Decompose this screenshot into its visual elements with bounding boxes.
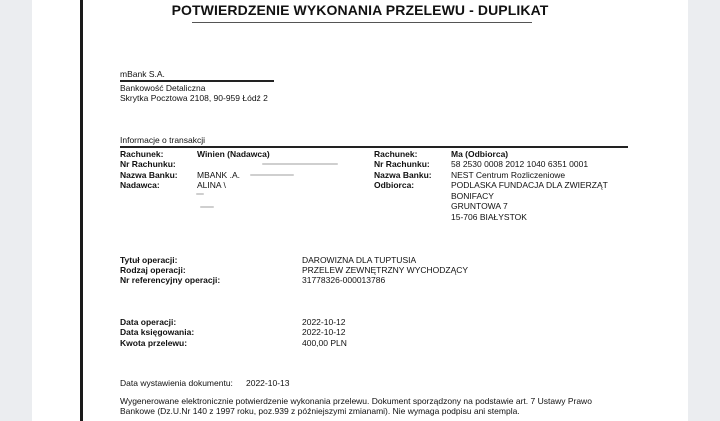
operation-date-label: Data operacji: bbox=[120, 317, 177, 327]
transfer-amount: 400,00 PLN bbox=[302, 338, 347, 348]
bank-department: Bankowość Detaliczna bbox=[120, 83, 206, 93]
issue-date: 2022-10-13 bbox=[246, 378, 290, 388]
redacted-address bbox=[200, 206, 214, 208]
bank-rule bbox=[120, 80, 274, 82]
redacted-bank-text bbox=[250, 174, 294, 176]
bank-name: mBank S.A. bbox=[120, 69, 165, 79]
title-underline bbox=[192, 22, 532, 23]
recipient-account-type-label: Rachunek: bbox=[374, 149, 418, 159]
document-sheet bbox=[32, 0, 688, 421]
recipient-name-label: Odbiorca: bbox=[374, 180, 415, 190]
recipient-street: GRUNTOWA 7 bbox=[451, 201, 508, 211]
recipient-name-line2: BONIFACY bbox=[451, 191, 494, 201]
booking-date: 2022-10-12 bbox=[302, 327, 346, 337]
sender-account-type: Winien (Nadawca) bbox=[197, 149, 270, 159]
sender-account-number-label: Nr Rachunku: bbox=[120, 159, 176, 169]
recipient-city: 15-706 BIAŁYSTOK bbox=[451, 212, 527, 222]
transaction-rule bbox=[120, 146, 628, 148]
recipient-name-line1: PODLASKA FUNDACJA DLA ZWIERZĄT bbox=[451, 180, 608, 190]
booking-date-label: Data księgowania: bbox=[120, 327, 195, 337]
sender-account-type-label: Rachunek: bbox=[120, 149, 164, 159]
recipient-bank-name-label: Nazwa Banku: bbox=[374, 170, 432, 180]
sender-bank-name-label: Nazwa Banku: bbox=[120, 170, 178, 180]
legal-note-line1: Wygenerowane elektronicznie potwierdzenie wykonania przelewu. Dokument sporządzony na podstawie art. 7 Ustawy Prawo bbox=[120, 396, 592, 406]
sender-bank-name: MBANK .A. bbox=[197, 170, 240, 180]
operation-title: DAROWIZNA DLA TUPTUSIA bbox=[302, 255, 417, 265]
operation-title-label: Tytuł operacji: bbox=[120, 255, 178, 265]
redacted-mark bbox=[196, 193, 204, 195]
operation-reference-label: Nr referencyjny operacji: bbox=[120, 275, 221, 285]
issue-date-label: Data wystawienia dokumentu: bbox=[120, 378, 233, 388]
operation-date: 2022-10-12 bbox=[302, 317, 346, 327]
document-title: POTWIERDZENIE WYKONANIA PRZELEWU - DUPLIKAT bbox=[171, 2, 549, 18]
transfer-amount-label: Kwota przelewu: bbox=[120, 338, 188, 348]
transaction-section-label: Informacje o transakcji bbox=[120, 135, 206, 145]
bank-address: Skrytka Pocztowa 2108, 90-959 Łódź 2 bbox=[120, 93, 268, 103]
operation-type-label: Rodzaj operacji: bbox=[120, 265, 186, 275]
left-margin-line bbox=[80, 0, 83, 421]
operation-reference: 31778326-000013786 bbox=[302, 275, 386, 285]
recipient-account-number: 58 2530 0008 2012 1040 6351 0001 bbox=[451, 159, 589, 169]
recipient-account-number-label: Nr Rachunku: bbox=[374, 159, 430, 169]
sender-name: ALINA \ bbox=[197, 180, 226, 190]
sender-name-label: Nadawca: bbox=[120, 180, 160, 190]
legal-note-line2: Bankowe (Dz.U.Nr 140 z 1997 roku, poz.939 z późniejszymi zmianami). Nie wymaga podpisu ani stempla. bbox=[120, 406, 520, 416]
recipient-account-type: Ma (Odbiorca) bbox=[451, 149, 509, 159]
operation-type: PRZELEW ZEWNĘTRZNY WYCHODZĄCY bbox=[302, 265, 469, 275]
recipient-bank-name: NEST Centrum Rozliczeniowe bbox=[451, 170, 566, 180]
redacted-account-number bbox=[262, 163, 338, 165]
